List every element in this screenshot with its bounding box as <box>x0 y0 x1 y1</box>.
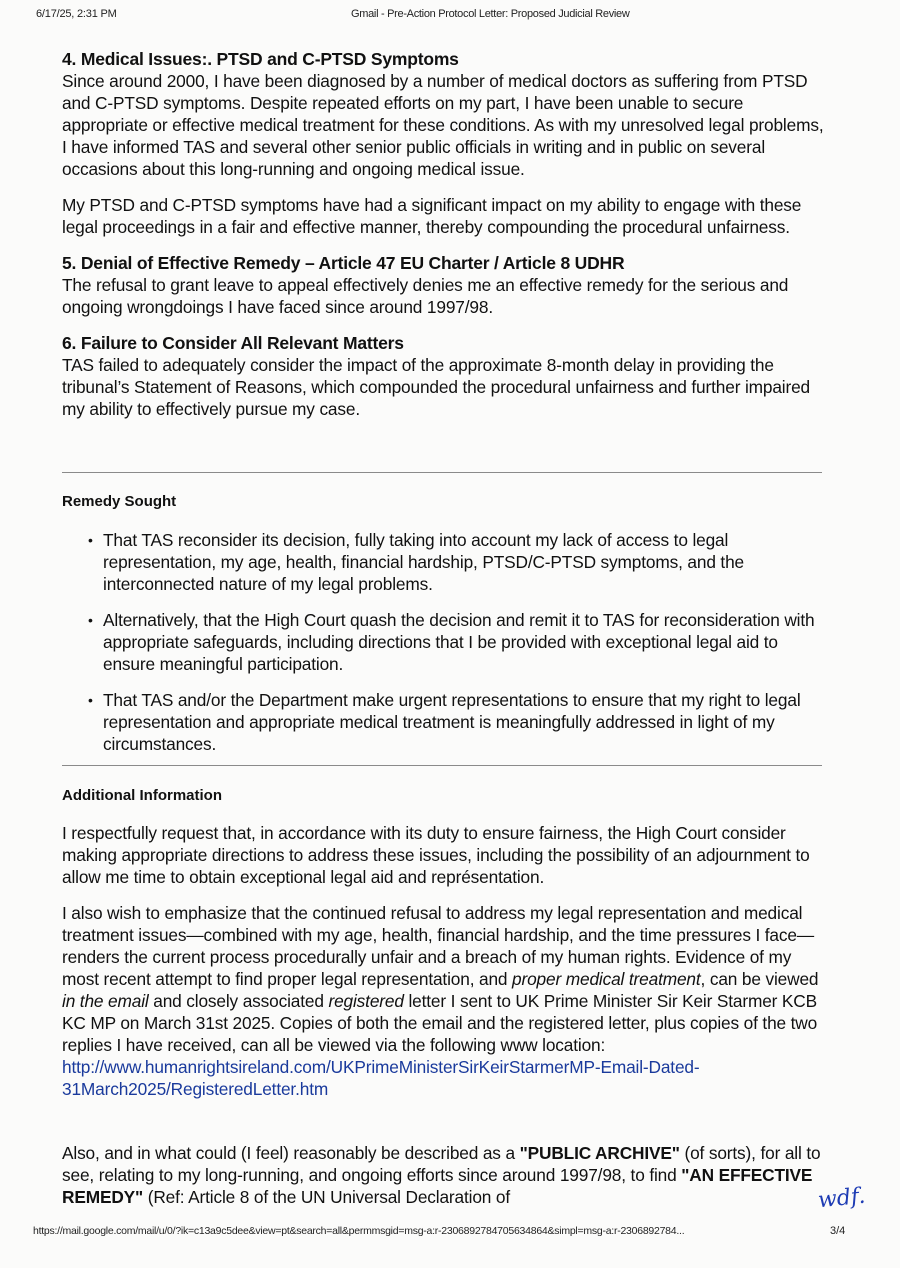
divider <box>62 472 822 473</box>
list-item: • That TAS reconsider its decision, fully taking into account my lack of access to legal representation, my age, health, financial hardship, PTSD/C-PTSD symptoms, and the interconnected nature of my legal problems. <box>88 530 745 594</box>
bullet-icon: • <box>88 532 93 548</box>
page-number: 3/4 <box>830 1225 846 1237</box>
archive-link[interactable]: http://www.humanrightsireland.com/UKPrimeMinisterSirKeirStarmerMP-Email-Dated- 31March2025/RegisteredLetter.htm <box>62 1057 700 1099</box>
bullet-icon: • <box>88 612 93 628</box>
remedy-sought-list <box>88 529 828 769</box>
print-datetime: 6/17/25, 2:31 PM <box>36 8 117 20</box>
paragraph: I also wish to emphasize that the continued refusal to address my legal representation and medical treatment issues—combined with my age, health, financial hardship, and the time pressures I face—renders the current process procedurally unfair and a breach of my human rights. Evidence of my most recent attempt to find proper legal representation, and proper medical treatment, can be viewed in the email and closely associated registered letter I sent to UK Prime Minister Sir Keir Starmer KCB KC MP on March 31st 2025. Copies of both the email and the registered letter, plus copies of the two replies I have received, can all be viewed via the following www location: http://www.humanrightsireland.com/UKPrimeMinisterSirKeirStarmerMP-Email-Dated- 31March2025/RegisteredLetter.htm <box>62 903 819 1099</box>
paragraph: Since around 2000, I have been diagnosed by a number of medical doctors as suffering from PTSD and C-PTSD symptoms. Despite repeated efforts on my part, I have been unable to secure appropriate or effective medical treatment for these conditions. As with my unresolved legal problems, I have informed TAS and several other senior public officials in writing and in public on several occasions about this long-running and ongoing medical issue. <box>62 71 824 179</box>
bullet-icon: • <box>88 692 93 708</box>
paragraph: I respectfully request that, in accordance with its duty to ensure fairness, the High Court consider making appropriate directions to address these issues, including the possibility of an adjournment to allow me time to obtain exceptional legal aid and représentation. <box>62 823 810 887</box>
paragraph: The refusal to grant leave to appeal effectively denies me an effective remedy for the serious and ongoing wrongdoings I have faced since around 1997/98. <box>62 275 789 317</box>
section-medical-issues <box>62 48 832 238</box>
section-failure-to-consider <box>62 332 832 420</box>
handwritten-initials: wdf. <box>816 1183 867 1214</box>
additional-information-heading: Additional Information <box>62 787 222 804</box>
section-denial-of-remedy <box>62 252 832 318</box>
paragraph: TAS failed to adequately consider the impact of the approximate 8-month delay in providing the tribunal’s Statement of Reasons, which compounded the procedural unfairness and further impaired my ability to effectively pursue my case. <box>62 355 811 419</box>
letter-body <box>62 48 832 420</box>
paragraph: My PTSD and C-PTSD symptoms have had a significant impact on my ability to engage with these legal proceedings in a fair and effective manner, thereby compounding the procedural unfairness. <box>62 195 802 237</box>
list-item: • Alternatively, that the High Court quash the decision and remit it to TAS for reconsideration with appropriate safeguards, including directions that I be provided with exceptional legal aid to ensure meaningful participation. <box>88 610 815 674</box>
remedy-sought-heading: Remedy Sought <box>62 493 177 510</box>
print-title: Gmail - Pre-Action Protocol Letter: Proposed Judicial Review <box>351 8 630 20</box>
print-footer <box>0 1225 900 1241</box>
section-heading: 6. Failure to Consider All Relevant Matters <box>62 333 404 353</box>
section-heading: 5. Denial of Effective Remedy – Article 47 EU Charter / Article 8 UDHR <box>62 253 625 273</box>
paragraph: Also, and in what could (I feel) reasonably be described as a "PUBLIC ARCHIVE" (of sorts), for all to see, relating to my long-running, and ongoing efforts since around 1997/98, to find "AN EFFECTIVE REMEDY" (Ref: Article 8 of the UN Universal Declaration of <box>62 1143 821 1207</box>
print-header <box>0 8 900 24</box>
print-url: https://mail.google.com/mail/u/0/?ik=c13a9c5dee&view=pt&search=all&permmsgid=msg-a:r-2306892784705634864&simpl=msg-a:r-2306892784... <box>33 1225 685 1237</box>
section-heading: 4. Medical Issues:. PTSD and C-PTSD Symptoms <box>62 49 459 69</box>
divider <box>62 765 822 766</box>
list-item: • That TAS and/or the Department make urgent representations to ensure that my right to legal representation and appropriate medical treatment is meaningfully addressed in light of my circumstances. <box>88 690 801 754</box>
